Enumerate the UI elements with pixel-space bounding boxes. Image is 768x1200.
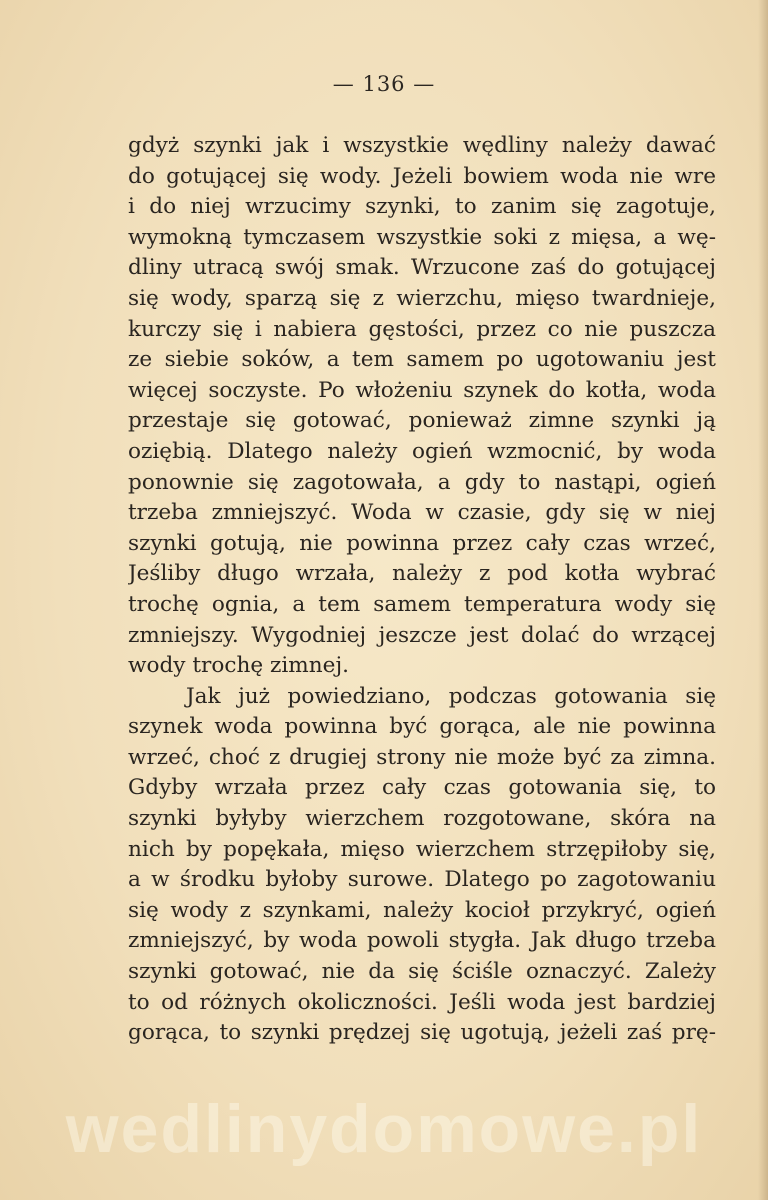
text-line: więcej soczyste. Po włożeniu szynek do kotła, woda [128,377,716,403]
text-line: nich by popękała, mięso wierzchem strzępiłoby się, [128,836,716,862]
paragraph-start-line: Jak już powiedziano, podczas gotowania się [186,683,716,709]
watermark: wedlinydomowe.pl [65,1091,703,1167]
text-line: gorąca, to szynki prędzej się ugotują, jeżeli zaś prę- [128,1020,716,1046]
text-line: to od różnych okoliczności. Jeśli woda jest bardziej [128,989,716,1015]
page-edge-shadow [758,0,768,1200]
text-line: przestaje się gotować, ponieważ zimne szynki ją [128,408,716,434]
text-line: wrzeć, choć z drugiej strony nie może być za zimna. [128,744,716,770]
text-line: Jeśliby długo wrzała, należy z pod kotła wybrać [128,561,716,587]
text-line: kurczy się i nabiera gęstości, przez co nie puszcza [128,316,716,342]
text-line: ponownie się zagotowała, a gdy to nastąpi, ogień [128,469,716,495]
text-line: szynki byłyby wierzchem rozgotowane, skóra na [128,806,716,832]
text-line: zmniejszyć, by woda powoli stygła. Jak długo trzeba [128,928,716,954]
text-line: gdyż szynki jak i wszystkie wędliny należy dawać [128,133,716,158]
text-line: trochę ognia, a tem samem temperatura wody się [128,591,716,617]
text-line: szynki gotują, nie powinna przez cały czas wrzeć, [128,530,716,556]
text-line: a w środku byłoby surowe. Dlatego po zagotowaniu [128,867,716,893]
text-line: wymokną tymczasem wszystkie soki z mięsa, a wę- [128,224,716,250]
text-line: dliny utracą swój smak. Wrzucone zaś do gotującej [128,255,716,281]
text-line: zmniejszy. Wygodniej jeszcze jest dolać do wrzącej [128,622,716,648]
text-line: ze siebie soków, a tem samem po ugotowaniu jest [128,347,716,373]
text-line: trzeba zmniejszyć. Woda w czasie, gdy się w niej [128,500,716,526]
body-text [128,131,716,1049]
text-line: oziębią. Dlatego należy ogień wzmocnić, by woda [128,438,716,464]
text-line: się wody z szynkami, należy kocioł przykryć, ogień [128,897,716,923]
text-line: Gdyby wrzała przez cały czas gotowania się, to [128,775,716,801]
text-line: się wody, sparzą się z wierzchu, mięso twardnieje, [128,285,716,311]
text-line: i do niej wrzucimy szynki, to zanim się zagotuje, [128,194,716,220]
text-line: szynek woda powinna być gorąca, ale nie powinna [128,714,716,740]
page-number: — 136 — [332,72,436,96]
text-line: do gotującej się wody. Jeżeli bowiem woda nie wre [128,163,716,189]
paragraph-end-line: wody trochę zimnej. [128,653,350,679]
text-line: szynki gotować, nie da się ściśle oznaczyć. Zależy [128,959,716,985]
